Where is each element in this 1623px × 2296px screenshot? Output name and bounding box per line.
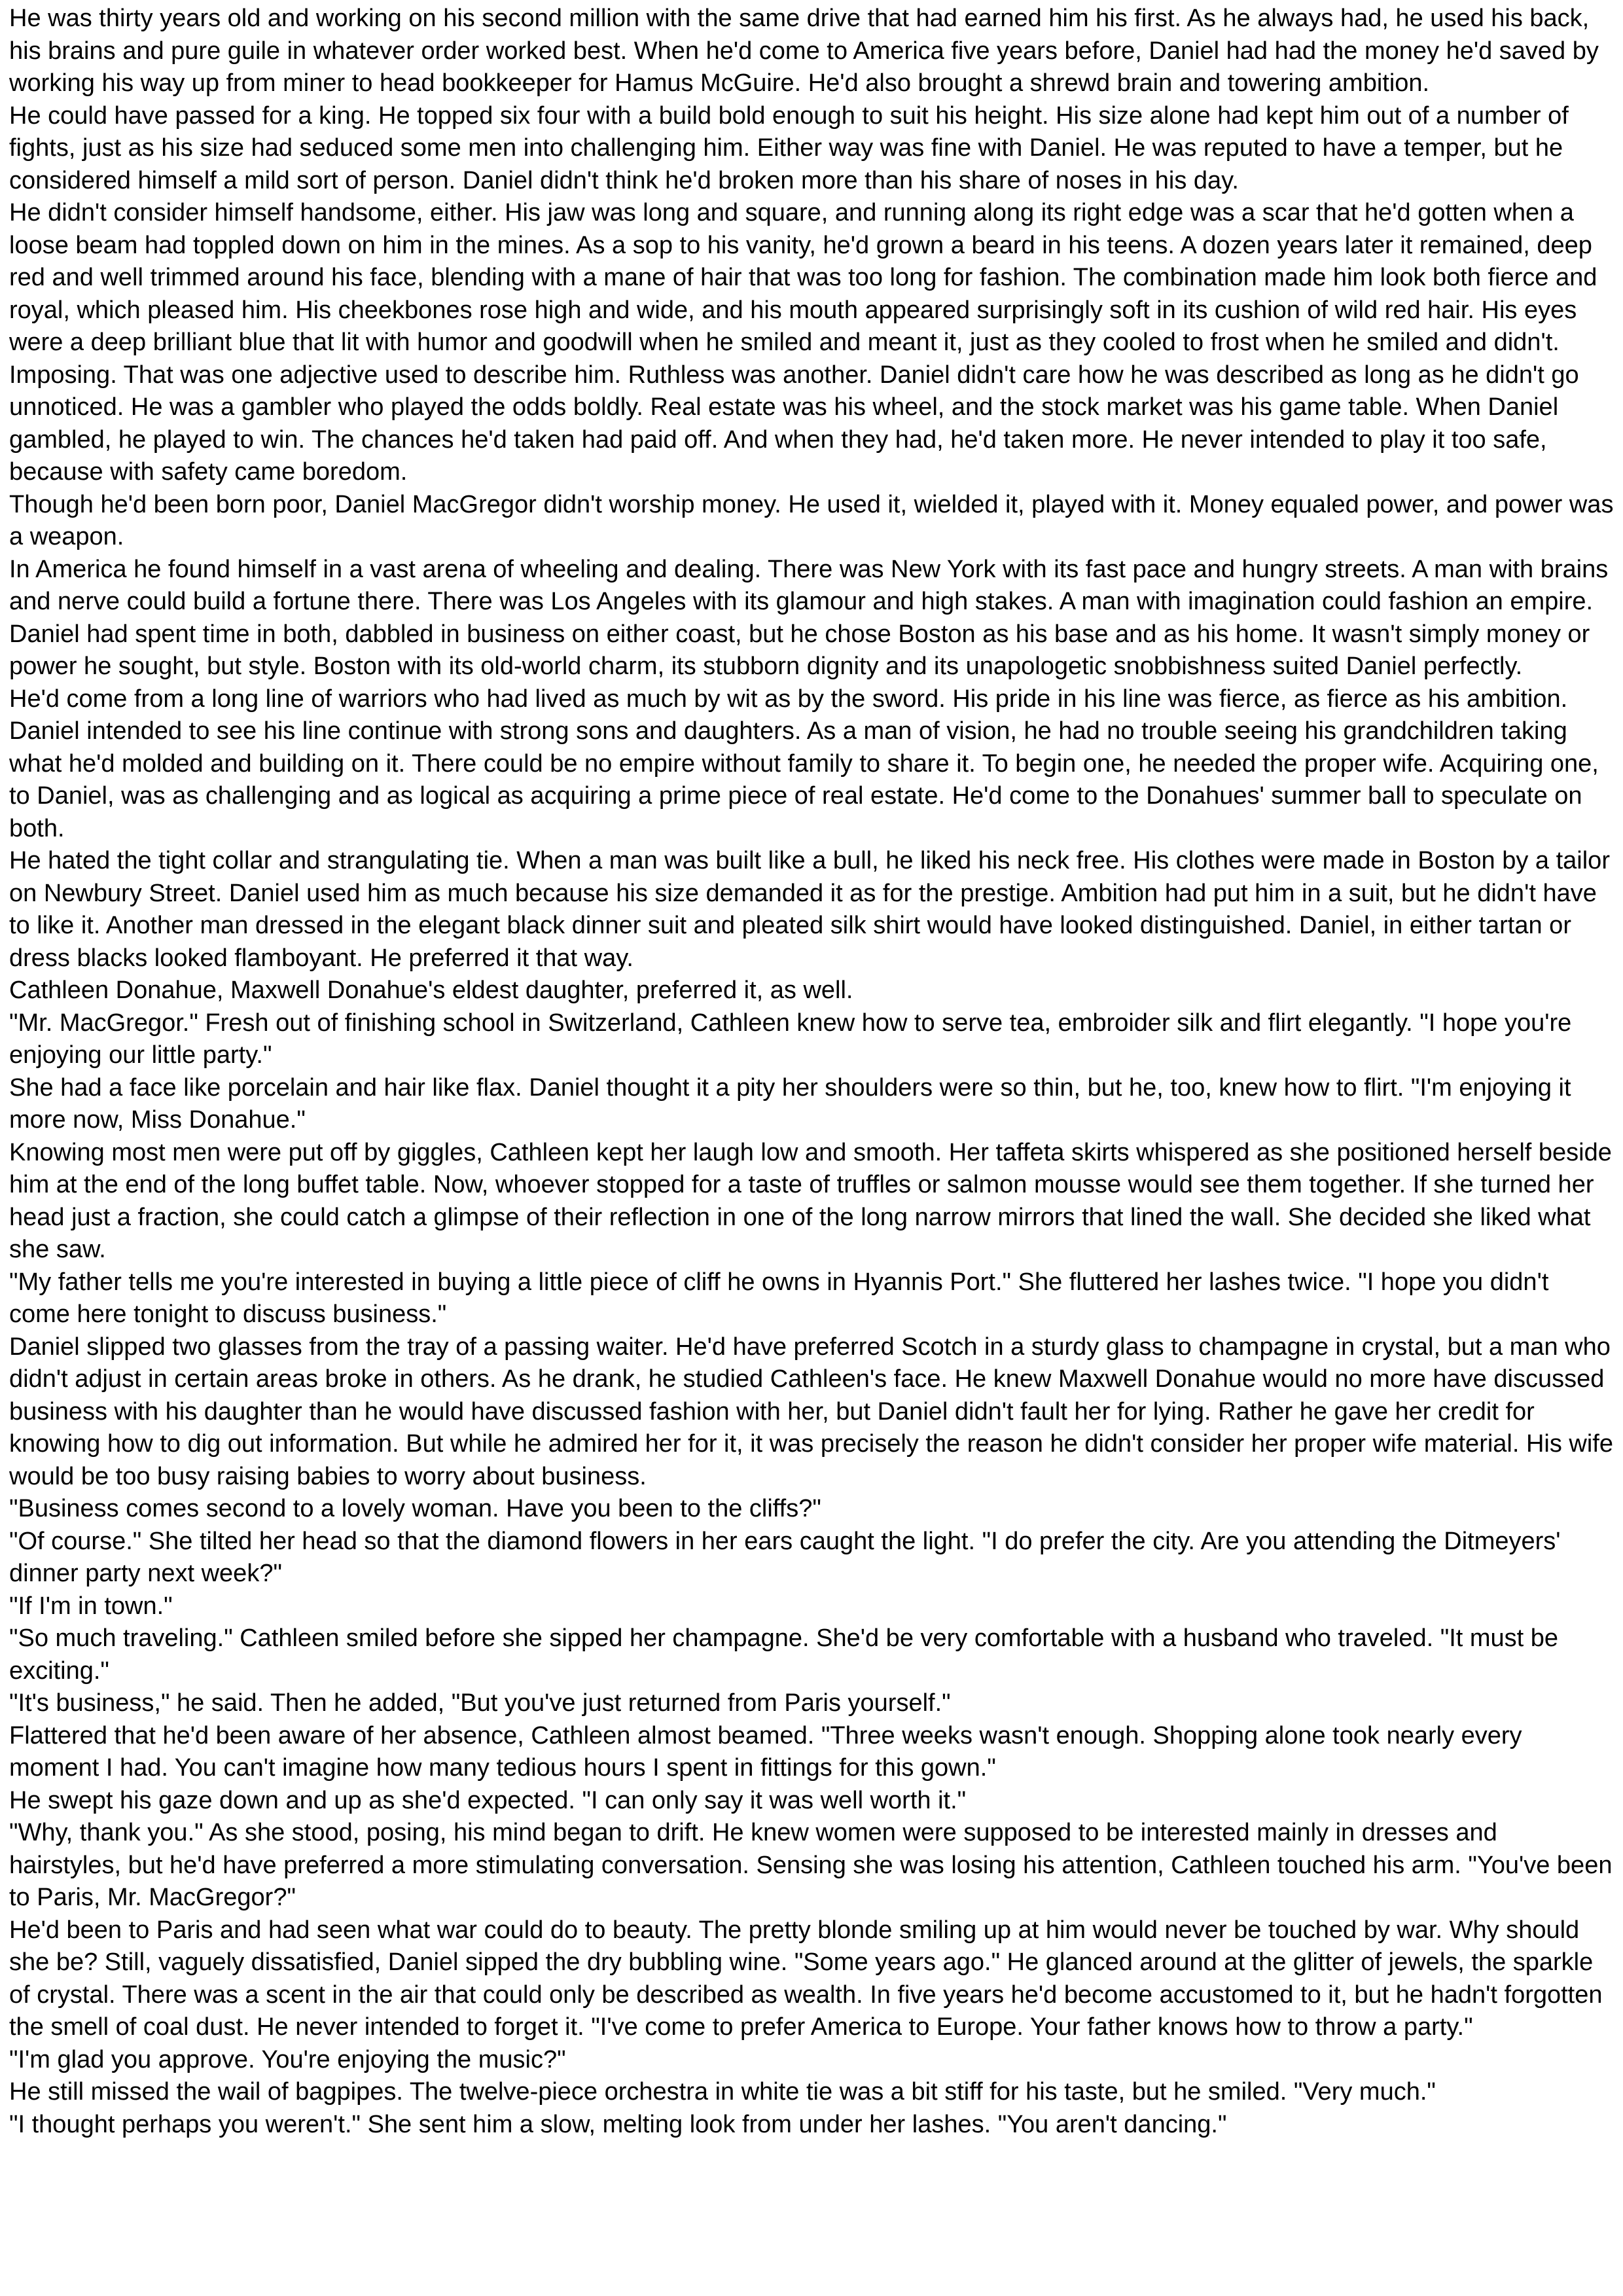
paragraph: "Mr. MacGregor." Fresh out of finishing school in Switzerland, Cathleen knew how to serve tea, embroider silk and flirt elegantly. "I hope you're enjoying our little party." [9,1009,1572,1069]
paragraph: "My father tells me you're interested in buying a little piece of cliff he owns in Hyannis Port." She fluttered her lashes twice. "I hope you didn't come here tonight to discuss business." [9,1268,1549,1328]
paragraph: "So much traveling." Cathleen smiled before she sipped her champagne. She'd be very comfortable with a husband who traveled. "It must be exciting." [9,1624,1559,1685]
paragraph: In America he found himself in a vast arena of wheeling and dealing. There was New York with its fast pace and hungry streets. A man with brains and nerve could build a fortune there. There was Los Angeles with its glamour and high stakes. A man with imagination could fashion an empire. Daniel had spent time in both, dabbled in business on either coast, but he chose Boston as his base and as his home. It wasn't simply money or power he sought, but style. Boston with its old-world charm, its stubborn dignity and its unapologetic snobbishness suited Daniel perfectly. [9,555,1609,680]
paragraph: "I thought perhaps you weren't." She sent him a slow, melting look from under her lashes. "You aren't dancing." [9,2110,1227,2138]
paragraph: He was thirty years old and working on his second million with the same drive that had earned him his first. As he always had, he used his back, his brains and pure guile in whatever order worked best. When he'd come to America five years before, Daniel had had the money he'd saved by working his way up from miner to head bookkeeper for Hamus McGuire. He'd also brought a shrewd brain and towering ambition. [9,5,1599,97]
paragraph: He could have passed for a king. He topped six four with a build bold enough to suit his height. His size alone had kept him out of a number of fights, just as his size had seduced some men into challenging him. Either way was fine with Daniel. He was reputed to have a temper, but he considered himself a mild sort of person. Daniel didn't think he'd broken more than his share of noses in his day. [9,101,1569,194]
paragraph: "Why, thank you." As she stood, posing, his mind began to drift. He knew women were supposed to be interested mainly in dresses and hairstyles, but he'd have preferred a more stimulating conversation. Sensing she was losing his attention, Cathleen touched his arm. "You've been to Paris, Mr. MacGregor?" [9,1819,1613,1911]
paragraph: He still missed the wail of bagpipes. The twelve-piece orchestra in white tie was a bit stiff for his taste, but he smiled. "Very much." [9,2078,1436,2106]
paragraph: He swept his gaze down and up as she'd expected. "I can only say it was well worth it." [9,1786,967,1814]
paragraph: "I'm glad you approve. You're enjoying the music?" [9,2045,566,2073]
paragraph: He'd been to Paris and had seen what war could do to beauty. The pretty blonde smiling up at him would never be touched by war. Why should she be? Still, vaguely dissatisfied, Daniel sipped the dry bubbling wine. "Some years ago." He glanced around at the glitter of jewels, the sparkle of crystal. There was a scent in the air that could only be described as wealth. In five years he'd become accustomed to it, but he hadn't forgotten the smell of coal dust. He never intended to forget it. "I've come to prefer America to Europe. Your father knows how to throw a party." [9,1916,1603,2041]
paragraph: Flattered that he'd been aware of her absence, Cathleen almost beamed. "Three weeks wasn't enough. Shopping alone took nearly every moment I had. You can't imagine how many tedious hours I spent in fittings for this gown." [9,1721,1522,1782]
paragraph: She had a face like porcelain and hair like flax. Daniel thought it a pity her shoulders were so thin, but he, too, knew how to flirt. "I'm enjoying it more now, Miss Donahue." [9,1073,1571,1134]
paragraph: He hated the tight collar and strangulating tie. When a man was built like a bull, he liked his neck free. His clothes were made in Boston by a tailor on Newbury Street. Daniel used him as much because his size demanded it as for the prestige. Ambition had put him in a suit, but he didn't have to like it. Another man dressed in the elegant black dinner suit and pleated silk shirt would have looked distinguished. Daniel, in either tartan or dress blacks looked flamboyant. He preferred it that way. [9,847,1610,972]
paragraph: "If I'm in town." [9,1592,173,1620]
paragraph: Cathleen Donahue, Maxwell Donahue's eldest daughter, preferred it, as well. [9,977,853,1004]
paragraph: "It's business," he said. Then he added, "But you've just returned from Paris yourself." [9,1689,951,1717]
paragraph: Imposing. That was one adjective used to describe him. Ruthless was another. Daniel didn't care how he was described as long as he didn't go unnoticed. He was a gambler who played the odds boldly. Real estate was his wheel, and the stock market was his game table. When Daniel gambled, he played to win. The chances he'd taken had paid off. And when they had, he'd taken more. He never intended to play it too safe, because with safety came boredom. [9,361,1579,486]
paragraph: "Of course." She tilted her head so that the diamond flowers in her ears caught the light. "I do prefer the city. Are you attending the Ditmeyers' dinner party next week?" [9,1527,1561,1587]
paragraph: He didn't consider himself handsome, either. His jaw was long and square, and running along its right edge was a scar that he'd gotten when a loose beam had toppled down on him in the mines. As a sop to his vanity, he'd grown a beard in his teens. A dozen years later it remained, deep red and well trimmed around his face, blending with a mane of hair that was too long for fashion. The combination made him look both fierce and royal, which pleased him. His cheekbones rose high and wide, and his mouth appeared surprisingly soft in its cushion of wild red hair. His eyes were a deep brilliant blue that lit with humor and goodwill when he smiled and meant it, just as they cooled to frost when he smiled and didn't. [9,199,1597,356]
paragraph: Daniel slipped two glasses from the tray of a passing waiter. He'd have preferred Scotch in a sturdy glass to champagne in crystal, but a man who didn't adjust in certain areas broke in others. As he drank, he studied Cathleen's face. He knew Maxwell Donahue would no more have discussed business with his daughter than he would have discussed fashion with her, but Daniel didn't fault her for lying. Rather he gave her credit for knowing how to dig out information. But while he admired her for it, it was precisely the reason he didn't consider her proper wife material. His wife would be too busy raising babies to worry about business. [9,1333,1613,1490]
paragraph: "Business comes second to a lovely woman. Have you been to the cliffs?" [9,1495,821,1522]
paragraph: Knowing most men were put off by giggles, Cathleen kept her laugh low and smooth. Her taffeta skirts whispered as she positioned herself beside him at the end of the long buffet table. Now, whoever stopped for a taste of truffles or salmon mousse would see them together. If she turned her head just a fraction, she could catch a glimpse of their reflection in one of the long narrow mirrors that lined the wall. She decided she liked what she saw. [9,1138,1612,1263]
paragraph: Though he'd been born poor, Daniel MacGregor didn't worship money. He used it, wielded it, played with it. Money equaled power, and power was a weapon. [9,490,1614,550]
paragraph: He'd come from a long line of warriors who had lived as much by wit as by the sword. His pride in his line was fierce, as fierce as his ambition. Daniel intended to see his line continue with strong sons and daughters. As a man of vision, he had no trouble seeing his grandchildren taking what he'd molded and building on it. There could be no empire without family to share it. To begin one, he needed the proper wife. Acquiring one, to Daniel, was as challenging and as logical as acquiring a prime piece of real estate. He'd come to the Donahues' summer ball to speculate on both. [9,685,1599,842]
